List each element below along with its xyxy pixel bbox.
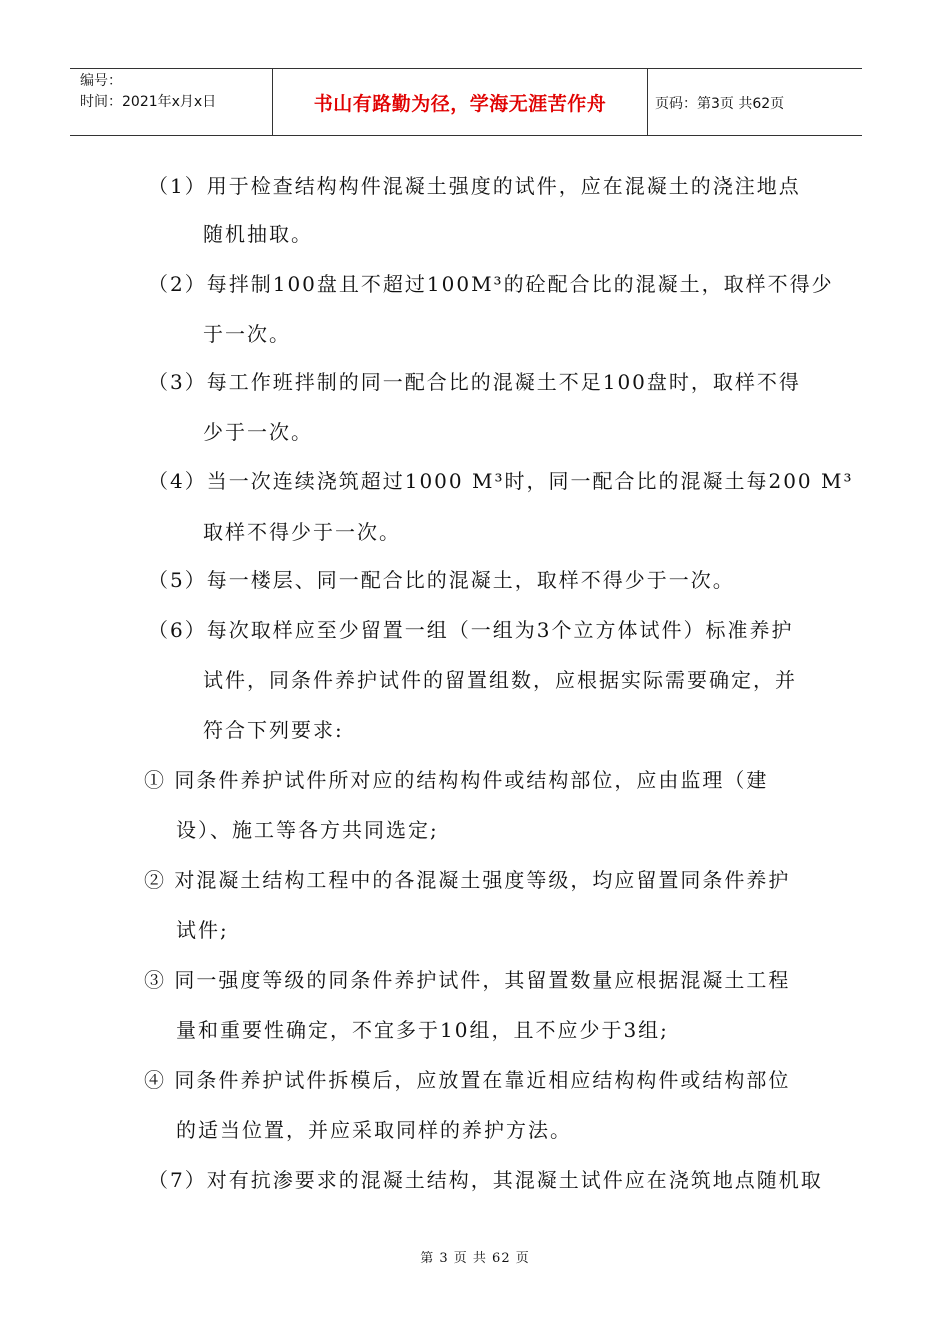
text-line: （7）对有抗渗要求的混凝土结构，其混凝土试件应在浇筑地点随机取	[148, 1168, 823, 1192]
text-line: 随机抽取。	[203, 222, 313, 246]
text-line: （2）每拌制100盘且不超过100M³的砼配合比的混凝土，取样不得少	[148, 272, 834, 296]
text-line: 设）、施工等各方共同选定;	[176, 818, 439, 842]
header-meta	[80, 71, 272, 113]
text-line: 试件，同条件养护试件的留置组数，应根据实际需要确定，并	[203, 668, 797, 692]
text-line: ② 对混凝土结构工程中的各混凝土强度等级，均应留置同条件养护	[144, 868, 791, 892]
text-line: 符合下列要求:	[203, 718, 344, 742]
text-line: 的适当位置，并应采取同样的养护方法。	[176, 1118, 572, 1142]
text-line: 少于一次。	[203, 420, 313, 444]
time-label: 时间：2021年x月x日	[80, 94, 217, 110]
text-line: （1）用于检查结构构件混凝土强度的试件，应在混凝土的浇注地点	[148, 174, 801, 198]
text-line: （5）每一楼层、同一配合比的混凝土，取样不得少于一次。	[148, 568, 735, 592]
header-page-info: 页码：第3页 共62页	[655, 96, 785, 112]
page-header	[70, 68, 862, 136]
text-line: ④ 同条件养护试件拆模后，应放置在靠近相应结构构件或结构部位	[144, 1068, 791, 1092]
text-line: （4）当一次连续浇筑超过1000 M³时，同一配合比的混凝土每200 M³	[148, 469, 854, 493]
page-footer: 第 3 页 共 62 页	[420, 1251, 530, 1266]
header-motto: 书山有路勤为径，学海无涯苦作舟	[313, 93, 607, 115]
text-line: ① 同条件养护试件所对应的结构构件或结构部位，应由监理（建	[144, 768, 769, 792]
text-line: ③ 同一强度等级的同条件养护试件，其留置数量应根据混凝土工程	[144, 968, 791, 992]
header-divider	[647, 69, 648, 135]
text-line: （6）每次取样应至少留置一组（一组为3个立方体试件）标准养护	[148, 618, 794, 642]
number-label: 编号：	[80, 73, 122, 89]
text-line: 于一次。	[203, 322, 291, 346]
text-line: 取样不得少于一次。	[203, 520, 401, 544]
text-line: 量和重要性确定，不宜多于10组，且不应少于3组;	[176, 1018, 669, 1042]
text-line: （3）每工作班拌制的同一配合比的混凝土不足100盘时，取样不得	[148, 370, 801, 394]
text-line: 试件;	[176, 918, 229, 942]
